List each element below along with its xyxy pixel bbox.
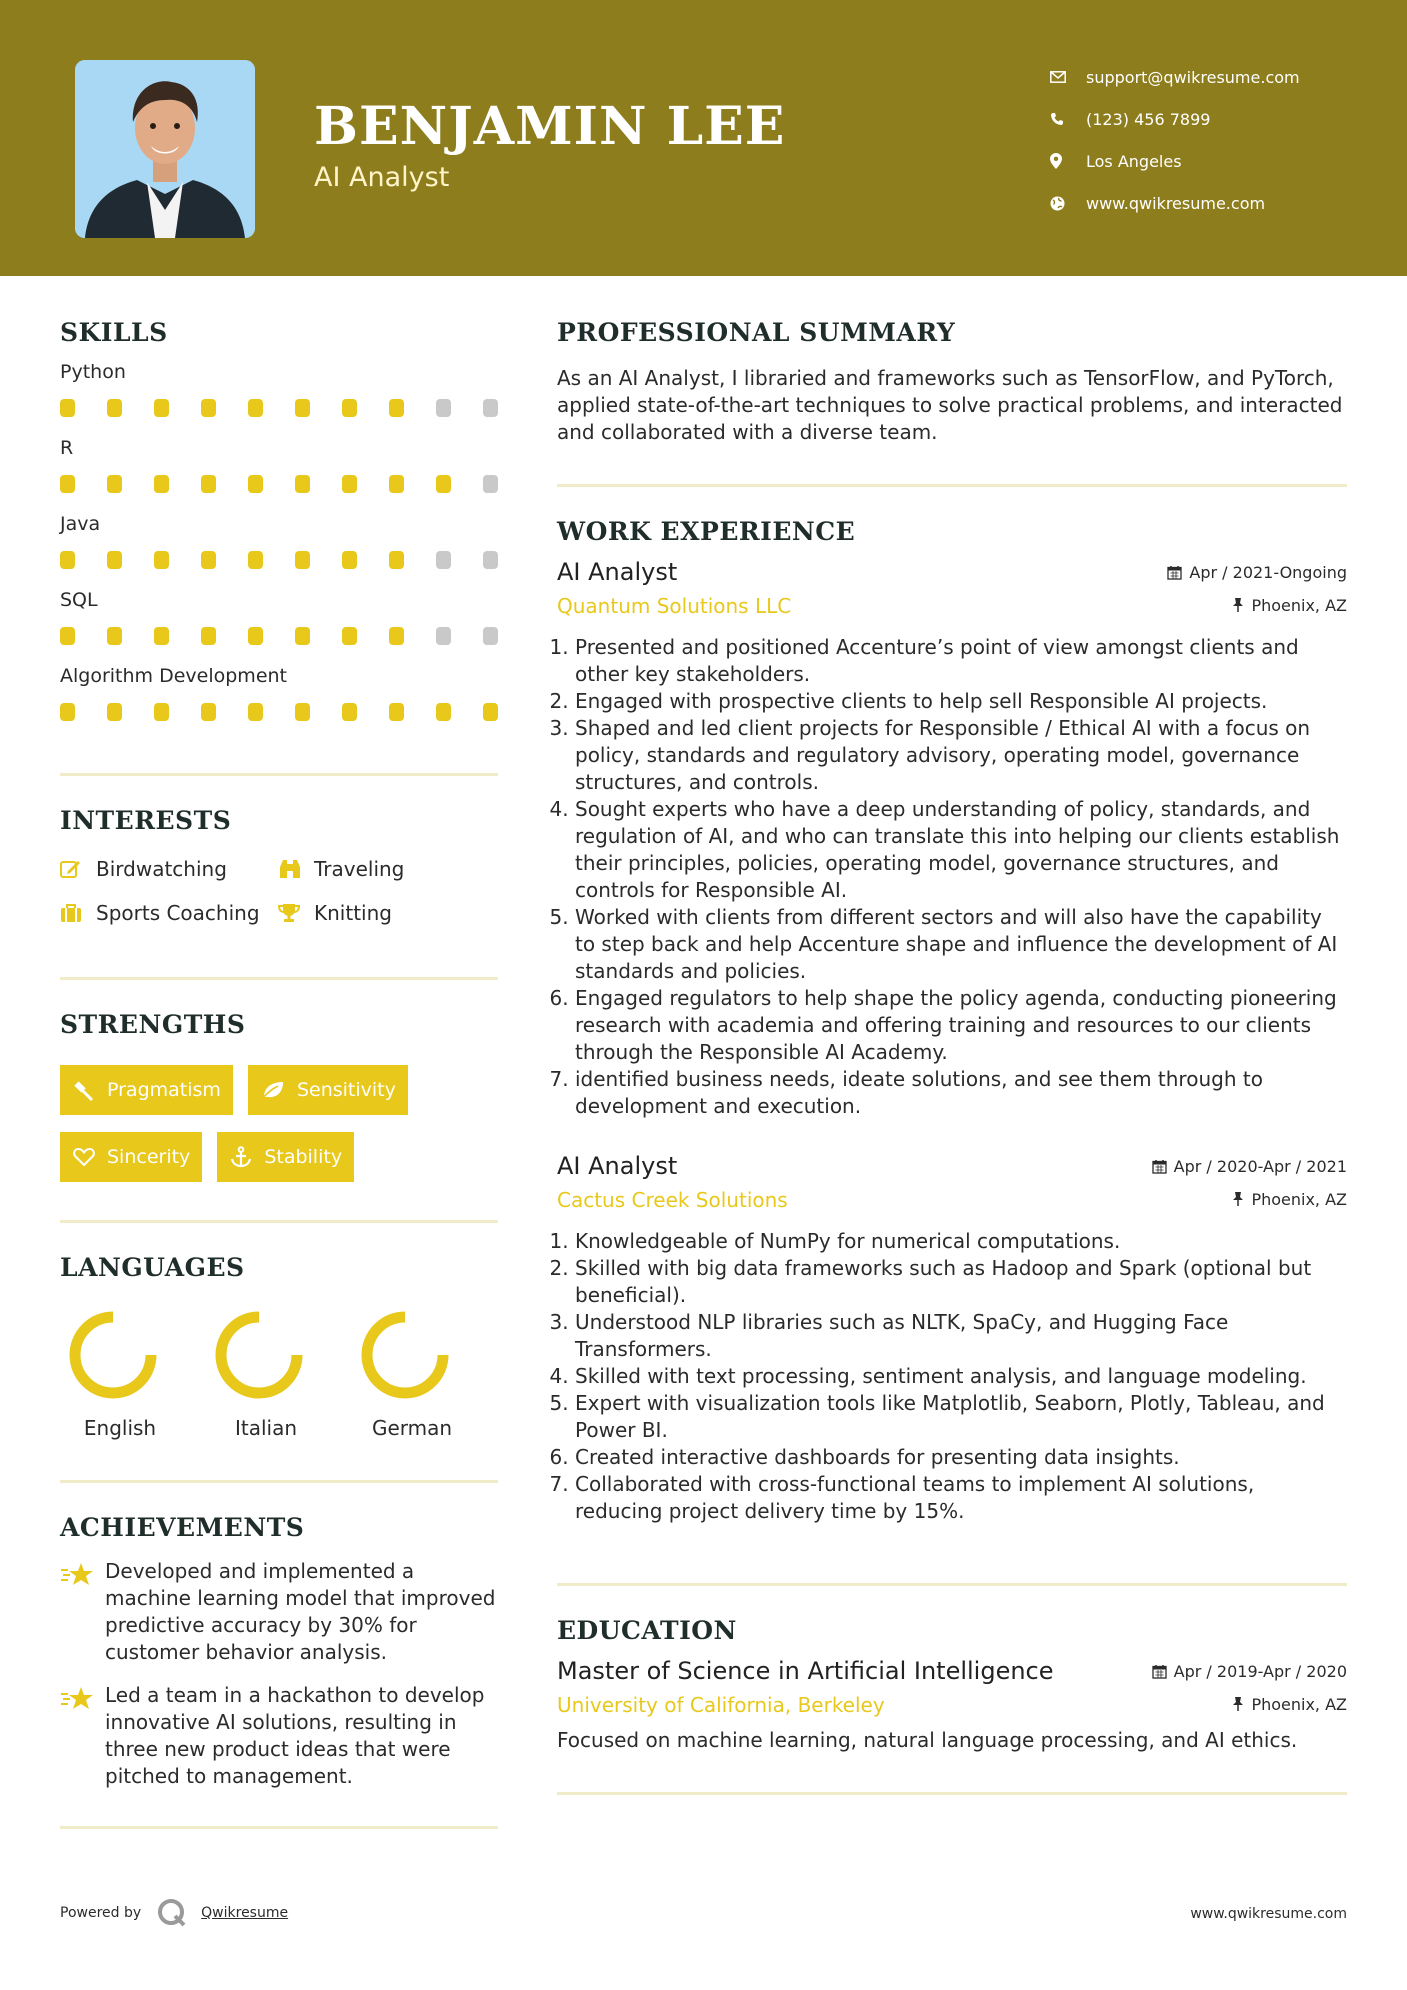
skill-dot-empty xyxy=(483,551,498,569)
languages-heading: LANGUAGES xyxy=(60,1253,245,1282)
strength-label: Sincerity xyxy=(107,1146,191,1168)
duty-item: 5. Expert with visualization tools like Matplotlib, Seaborn, Plotly, Tableau, and Power BI. xyxy=(575,1390,1347,1444)
skill-dot-filled xyxy=(248,551,263,569)
language-level-ring xyxy=(212,1308,306,1402)
skill-dot-filled xyxy=(154,399,169,417)
skill-dot-filled xyxy=(436,703,451,721)
strength-label: Stability xyxy=(264,1146,343,1168)
strengths-list xyxy=(60,1065,480,1182)
company-name: Quantum Solutions LLC xyxy=(557,594,792,618)
skill-label: Java xyxy=(60,513,101,535)
education-location-text: Phoenix, AZ xyxy=(1251,1694,1347,1714)
skill-dot-filled xyxy=(107,703,122,721)
skill-label: Algorithm Development xyxy=(60,665,287,687)
job-entry xyxy=(557,1152,1347,1525)
contact-website[interactable] xyxy=(1050,182,1300,224)
language-label: Italian xyxy=(234,1416,298,1440)
footer-url[interactable]: www.qwikresume.com xyxy=(1190,1906,1347,1922)
achievement-item xyxy=(60,1558,498,1666)
education-dates-text: Apr / 2019-Apr / 2020 xyxy=(1173,1662,1347,1681)
skill-dot-filled xyxy=(107,399,122,417)
skill-dot-filled xyxy=(107,627,122,645)
skill-item xyxy=(60,665,498,721)
contact-list xyxy=(1050,56,1300,224)
section-divider xyxy=(60,1480,498,1483)
job-duties xyxy=(557,634,1347,1120)
skill-dot-filled xyxy=(342,627,357,645)
calendar-icon xyxy=(1152,1664,1167,1679)
skill-dot-filled xyxy=(248,399,263,417)
skill-dot-empty xyxy=(483,399,498,417)
right-column xyxy=(557,318,1347,1795)
calendar-icon xyxy=(1167,565,1182,580)
duty-item: 1. Presented and positioned Accenture’s point of view amongst clients and other key stakeholders. xyxy=(575,634,1347,688)
job-location xyxy=(1232,596,1347,615)
duty-item: 6. Engaged regulators to help shape the policy agenda, conducting pioneering research with academia and offering training and resources to our clients through the Responsible AI Academy. xyxy=(575,985,1347,1066)
skill-dot-filled xyxy=(389,703,404,721)
pencil-square-icon xyxy=(60,859,96,879)
envelope-icon xyxy=(1050,71,1086,83)
section-divider xyxy=(60,773,498,776)
school-name: University of California, Berkeley xyxy=(557,1693,885,1717)
language-label: English xyxy=(83,1416,157,1440)
language-label: German xyxy=(371,1416,453,1440)
interest-label: Traveling xyxy=(314,857,405,881)
job-dates-text: Apr / 2021-Ongoing xyxy=(1189,563,1347,582)
location-pin-icon xyxy=(1050,153,1086,169)
skill-label: R xyxy=(60,437,74,459)
job-title: AI Analyst xyxy=(557,558,678,586)
skill-dot-filled xyxy=(154,551,169,569)
language-item xyxy=(206,1308,352,1440)
section-divider xyxy=(557,1792,1347,1795)
skill-dot-filled xyxy=(248,703,263,721)
language-level-ring xyxy=(66,1308,160,1402)
skill-dot-filled xyxy=(295,627,310,645)
skill-dot-filled xyxy=(60,399,75,417)
strength-badge xyxy=(217,1132,354,1182)
job-duties xyxy=(557,1228,1347,1525)
skill-dot-filled xyxy=(201,627,216,645)
achievement-text: Led a team in a hackathon to develop innovative AI solutions, resulting in three new product ideas that were pitched to management. xyxy=(105,1683,485,1788)
job-dates xyxy=(1167,563,1347,582)
skill-dot-filled xyxy=(201,399,216,417)
interest-label: Birdwatching xyxy=(96,857,227,881)
powered-by-text: Powered by xyxy=(60,1905,142,1921)
contact-website-text: www.qwikresume.com xyxy=(1086,193,1266,213)
skill-dot-filled xyxy=(342,475,357,493)
duty-item: 1. Knowledgeable of NumPy for numerical computations. xyxy=(575,1228,1347,1255)
resume-header xyxy=(0,0,1407,276)
duty-item: 7. Collaborated with cross-functional teams to implement AI solutions, reducing project delivery time by 15%. xyxy=(575,1471,1347,1525)
skill-dot-empty xyxy=(436,399,451,417)
skill-dot-filled xyxy=(60,551,75,569)
section-divider xyxy=(557,1583,1347,1586)
strength-badge xyxy=(248,1065,408,1115)
skill-dot-empty xyxy=(483,475,498,493)
job-dates-text: Apr / 2020-Apr / 2021 xyxy=(1173,1157,1347,1176)
strengths-heading: STRENGTHS xyxy=(60,1010,246,1039)
skill-dot-filled xyxy=(342,399,357,417)
strength-badge xyxy=(60,1065,233,1115)
skill-dot-filled xyxy=(154,475,169,493)
skill-label: SQL xyxy=(60,589,98,611)
contact-location xyxy=(1050,140,1300,182)
contact-phone-text: (123) 456 7899 xyxy=(1086,109,1211,129)
duty-item: 4. Skilled with text processing, sentiment analysis, and language modeling. xyxy=(575,1363,1347,1390)
skill-dot-filled xyxy=(295,703,310,721)
language-level-ring xyxy=(358,1308,452,1402)
skill-dot-filled xyxy=(201,551,216,569)
skill-dot-filled xyxy=(60,627,75,645)
achievement-item xyxy=(60,1682,498,1790)
strength-label: Pragmatism xyxy=(107,1079,221,1101)
pushpin-icon xyxy=(1232,597,1244,613)
skill-dot-filled xyxy=(389,399,404,417)
gavel-icon xyxy=(73,1079,95,1101)
duty-item: 5. Worked with clients from different sectors and will also have the capability to step back and help Accenture shape and influence the development of AI standards and policies. xyxy=(575,904,1347,985)
summary-text: As an AI Analyst, I libraried and frameworks such as TensorFlow, and PyTorch, applied state-of-the-art techniques to solve practical problems, and interacted and collaborated with a diverse team. xyxy=(557,366,1343,444)
section-divider xyxy=(60,1826,498,1829)
job-title: AI Analyst xyxy=(557,1152,678,1180)
left-column xyxy=(60,318,498,1829)
heart-icon xyxy=(73,1147,95,1167)
skills-heading: SKILLS xyxy=(60,318,168,347)
globe-icon xyxy=(1050,196,1086,211)
job-entry xyxy=(557,558,1347,1120)
anchor-icon xyxy=(230,1146,252,1168)
section-divider xyxy=(557,484,1347,487)
job-location-text: Phoenix, AZ xyxy=(1251,1189,1347,1209)
degree-title: Master of Science in Artificial Intelligence xyxy=(557,1657,1054,1685)
interest-label: Sports Coaching xyxy=(96,901,260,925)
skill-item xyxy=(60,361,498,417)
education-entry xyxy=(557,1657,1347,1754)
binoculars-icon xyxy=(278,859,314,879)
duty-item: 2. Engaged with prospective clients to help sell Responsible AI projects. xyxy=(575,688,1347,715)
qwikresume-link[interactable]: Qwikresume xyxy=(201,1905,289,1921)
candidate-role: AI Analyst xyxy=(314,162,450,193)
skill-rating xyxy=(60,475,498,493)
interest-item xyxy=(60,901,278,925)
skill-dot-filled xyxy=(295,399,310,417)
avatar-illustration xyxy=(75,60,255,238)
education-dates xyxy=(1152,1662,1347,1681)
duty-item: 4. Sought experts who have a deep understanding of policy, standards, and regulation of AI, and who can translate this into helping our clients establish their principles, policies, operating model, governance structures, and controls for Responsible AI. xyxy=(575,796,1347,904)
skill-dot-filled xyxy=(295,551,310,569)
pushpin-icon xyxy=(1232,1191,1244,1207)
skill-dot-empty xyxy=(436,627,451,645)
interests-heading: INTERESTS xyxy=(60,806,232,835)
phone-icon xyxy=(1050,112,1086,126)
skill-dot-filled xyxy=(248,627,263,645)
skill-dot-filled xyxy=(389,551,404,569)
skill-dot-filled xyxy=(483,703,498,721)
interest-label: Knitting xyxy=(314,901,392,925)
skill-item xyxy=(60,437,498,493)
skill-dot-filled xyxy=(248,475,263,493)
skill-dot-filled xyxy=(60,703,75,721)
languages-list xyxy=(60,1308,498,1440)
skill-rating xyxy=(60,399,498,417)
interest-item xyxy=(278,901,498,925)
skills-list xyxy=(60,361,498,721)
job-location-text: Phoenix, AZ xyxy=(1251,595,1347,615)
skill-dot-filled xyxy=(389,627,404,645)
shooting-star-icon xyxy=(60,1682,105,1790)
job-location xyxy=(1232,1190,1347,1209)
skill-rating xyxy=(60,627,498,645)
achievements-heading: ACHIEVEMENTS xyxy=(60,1513,305,1542)
shooting-star-icon xyxy=(60,1558,105,1666)
skill-dot-filled xyxy=(389,475,404,493)
skill-dot-empty xyxy=(436,551,451,569)
skill-item xyxy=(60,513,498,569)
skill-dot-filled xyxy=(201,703,216,721)
contact-location-text: Los Angeles xyxy=(1086,151,1182,171)
skill-dot-filled xyxy=(342,551,357,569)
education-heading: EDUCATION xyxy=(557,1616,737,1645)
interests-list xyxy=(60,857,498,925)
summary-heading: PROFESSIONAL SUMMARY xyxy=(557,318,956,347)
education-description: Focused on machine learning, natural language processing, and AI ethics. xyxy=(557,1728,1298,1752)
language-item xyxy=(60,1308,206,1440)
skill-label: Python xyxy=(60,361,126,383)
duty-item: 3. Shaped and led client projects for Responsible / Ethical AI with a focus on policy, standards and regulatory advisory, operating model, governance structures, and controls. xyxy=(575,715,1347,796)
company-name: Cactus Creek Solutions xyxy=(557,1188,788,1212)
strength-badge xyxy=(60,1132,202,1182)
section-divider xyxy=(60,977,498,980)
skill-dot-filled xyxy=(342,703,357,721)
profile-photo xyxy=(75,60,255,238)
language-item xyxy=(352,1308,498,1440)
job-dates xyxy=(1152,1157,1347,1176)
skill-dot-filled xyxy=(436,475,451,493)
skill-dot-filled xyxy=(201,475,216,493)
skill-dot-filled xyxy=(295,475,310,493)
briefcase-icon xyxy=(60,903,96,923)
skill-rating xyxy=(60,703,498,721)
education-location xyxy=(1232,1695,1347,1714)
skill-dot-filled xyxy=(107,551,122,569)
section-divider xyxy=(60,1220,498,1223)
candidate-name: BENJAMIN LEE xyxy=(314,96,786,157)
interest-item xyxy=(278,857,498,881)
footer-powered-by xyxy=(60,1898,288,1928)
pushpin-icon xyxy=(1232,1696,1244,1712)
skill-dot-filled xyxy=(60,475,75,493)
duty-item: 2. Skilled with big data frameworks such as Hadoop and Spark (optional but beneficial). xyxy=(575,1255,1347,1309)
qwikresume-logo-icon xyxy=(157,1898,187,1928)
skill-dot-empty xyxy=(483,627,498,645)
skill-dot-filled xyxy=(154,703,169,721)
skill-item xyxy=(60,589,498,645)
duty-item: 3. Understood NLP libraries such as NLTK, SpaCy, and Hugging Face Transformers. xyxy=(575,1309,1347,1363)
skill-dot-filled xyxy=(154,627,169,645)
achievement-text: Developed and implemented a machine learning model that improved predictive accuracy by 30% for customer behavior analysis. xyxy=(105,1559,496,1664)
interest-item xyxy=(60,857,278,881)
skill-rating xyxy=(60,551,498,569)
trophy-icon xyxy=(278,903,314,923)
leaf-icon xyxy=(261,1080,285,1100)
contact-phone[interactable] xyxy=(1050,98,1300,140)
duty-item: 7. identified business needs, ideate solutions, and see them through to development and execution. xyxy=(575,1066,1347,1120)
contact-email[interactable] xyxy=(1050,56,1300,98)
contact-email-text: support@qwikresume.com xyxy=(1086,67,1300,87)
duty-item: 6. Created interactive dashboards for presenting data insights. xyxy=(575,1444,1347,1471)
calendar-icon xyxy=(1152,1159,1167,1174)
work-heading: WORK EXPERIENCE xyxy=(557,517,856,546)
skill-dot-filled xyxy=(107,475,122,493)
strength-label: Sensitivity xyxy=(296,1079,396,1101)
